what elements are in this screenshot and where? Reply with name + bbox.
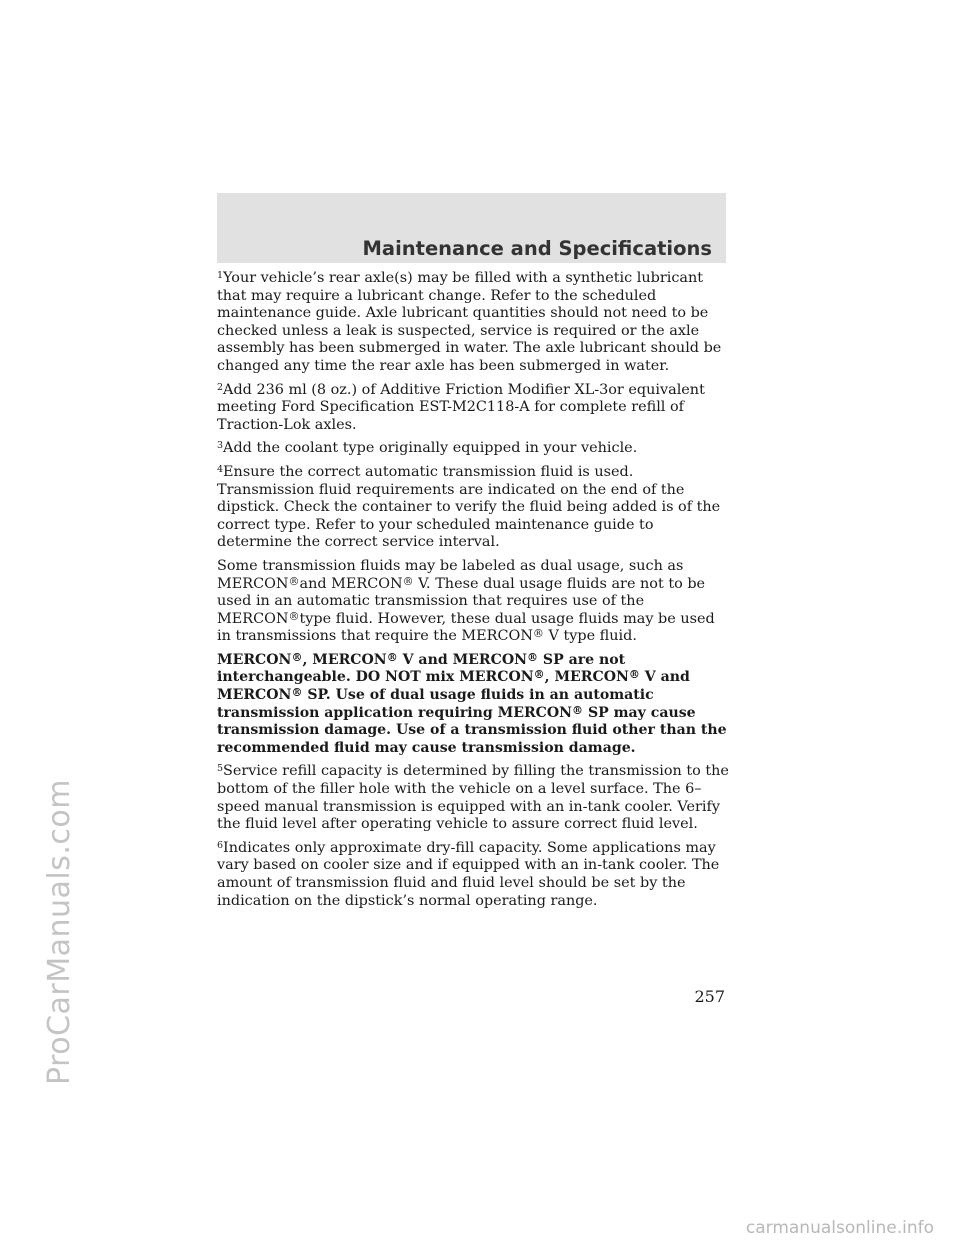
page-content (217, 270, 729, 916)
section-title: Maintenance and Specifications (362, 237, 712, 260)
registered-mark: ® (291, 686, 303, 700)
registered-mark: ® (386, 650, 398, 664)
side-watermark-text: ProCarManuals.com (42, 778, 77, 1085)
footnote-2 (217, 382, 729, 435)
registered-mark: ® (402, 574, 414, 588)
registered-mark: ® (291, 650, 303, 664)
section-header (217, 193, 726, 263)
dual-usage-paragraph: Some transmission fluids may be labeled as dual usage, such as MERCON®and MERCON® V. These dual usage fluids are not to be used in an automatic transmission that requires use of the MERCON®type fluid. However, these dual usage fluids may be used in transmissions that require the MERCON® V type fluid. (217, 557, 715, 645)
footnote-text: Your vehicle’s rear axle(s) may be filled with a synthetic lubricant that may require a lubricant change. Refer to the scheduled maintenance guide. Axle lubricant quantities should not need to be checked unless a leak is suspected, service is required or the axle assembly has been submerged in water. The axle lubricant should be changed any time the rear axle has been submerged in water. (217, 270, 722, 374)
footnote-marker: 4 (217, 463, 224, 475)
footnote-text: Service refill capacity is determined by filling the transmission to the bottom of the filler hole with the vehicle on a level surface. The 6–speed manual transmission is equipped with an in-tank cooler. Verify the fluid level after operating vehicle to assure correct fluid level. (217, 763, 729, 833)
registered-mark: ® (533, 668, 545, 682)
footnote-marker: 5 (217, 763, 224, 775)
footnote-text: Ensure the correct automatic transmission fluid is used. Transmission fluid requirements are indicated on the end of the dipstick. Check the container to verify the fluid being added is of the correct type. Refer to your scheduled maintenance guide to determine the correct service interval. (217, 463, 721, 551)
footnote-marker: 6 (217, 839, 224, 851)
footnote-text: Indicates only approximate dry-fill capacity. Some applications may vary based on cooler size and if equipped with an in-tank cooler. The amount of transmission fluid and fluid level should be set by the indication on the dipstick’s normal operating range. (217, 839, 720, 909)
registered-mark: ® (527, 650, 539, 664)
footnote-marker: 3 (217, 440, 224, 452)
page-number: 257 (694, 987, 725, 1006)
footnote-marker: 1 (217, 270, 224, 281)
footnote-3 (217, 440, 729, 458)
registered-mark: ® (288, 574, 300, 588)
warning-paragraph: MERCON®, MERCON® V and MERCON® SP are not interchangeable. DO NOT mix MERCON®, MERCON® V and MERCON® SP. Use of dual usage fluids in an automatic transmission application requiring MERCON® SP may cause transmission damage. Use of a transmission fluid other than the recommended fluid may cause transmission damage. (217, 650, 727, 756)
registered-mark: ® (628, 668, 640, 682)
side-watermark (0, 0, 77, 1242)
footnote-5 (217, 763, 729, 833)
registered-mark: ® (572, 703, 584, 717)
footnote-6 (217, 840, 729, 910)
footnote-marker: 2 (217, 381, 224, 393)
footnote-1 (217, 270, 729, 376)
registered-mark: ® (288, 609, 300, 623)
registered-mark: ® (532, 627, 544, 641)
footnote-text: Add 236 ml (8 oz.) of Additive Friction Modifier XL-3or equivalent meeting Ford Specification EST-M2C118-A for complete refill of Traction-Lok axles. (217, 381, 705, 433)
footer-watermark: carmanualsonline.info (745, 1218, 934, 1238)
footnote-4 (217, 464, 729, 552)
footnote-text: Add the coolant type originally equipped in your vehicle. (223, 440, 638, 457)
